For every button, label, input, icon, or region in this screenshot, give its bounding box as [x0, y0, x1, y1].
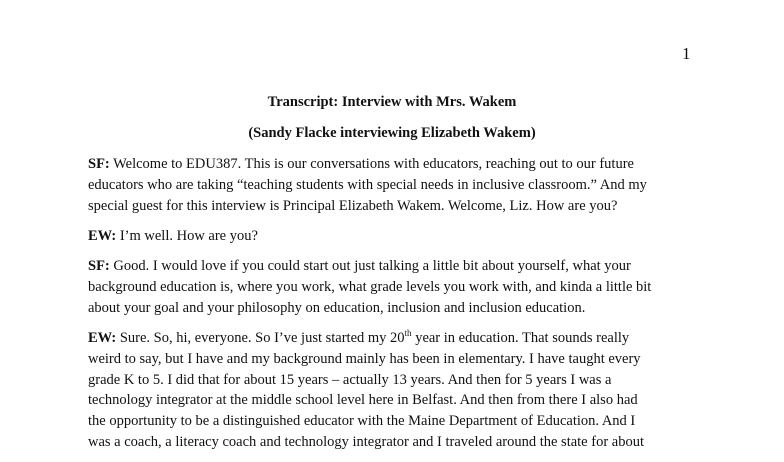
- transcript-paragraph-3: [88, 256, 728, 318]
- speaker-label: SF:: [88, 156, 110, 172]
- speaker-label: EW:: [88, 227, 117, 244]
- paragraph-line: about your goal and your philosophy on education, inclusion and inclusion education.: [88, 299, 586, 316]
- paragraph-line: educators who are taking “teaching students with special needs in inclusive classroom.” And my: [88, 176, 647, 193]
- transcript-body: [88, 154, 728, 462]
- transcript-paragraph-1: [88, 154, 728, 216]
- paragraph-line: the opportunity to be a distinguished educator with the Maine Department of Education. And I: [88, 413, 636, 430]
- speaker-label: SF:: [88, 258, 110, 275]
- transcript-paragraph-2: [88, 226, 728, 247]
- paragraph-line: background education is, where you work, what grade levels you work with, and kinda a little bit: [88, 278, 652, 295]
- paragraph-line: technology integrator at the middle school level here in Belfast. And then from there I also had: [88, 392, 638, 409]
- document-subtitle: (Sandy Flacke interviewing Elizabeth Wakem): [248, 125, 536, 141]
- document-title: Transcript: Interview with Mrs. Wakem: [267, 94, 517, 110]
- paragraph-line: I’m well. How are you?: [119, 227, 258, 244]
- speaker-label: EW:: [88, 330, 117, 347]
- ordinal-superscript: th: [404, 328, 412, 339]
- transcript-paragraph-4: [88, 328, 728, 453]
- paragraph-line: was a coach, a literacy coach and technology integrator and I traveled around the state for about: [88, 434, 644, 451]
- paragraph-line: special guest for this interview is Principal Elizabeth Wakem. Welcome, Liz. How are you?: [88, 197, 618, 214]
- page-number: 1: [682, 44, 691, 63]
- paragraph-line: weird to say, but I have and my background mainly has been in elementary. I have taught every: [88, 350, 641, 367]
- paragraph-line: Good. I would love if you could start out just talking a little bit about yourself, what your: [113, 258, 631, 275]
- paragraph-line: grade K to 5. I did that for about 15 years – actually 13 years. And then for 5 years I was a: [88, 371, 612, 388]
- paragraph-line: Welcome to EDU387. This is our conversations with educators, reaching out to our future: [113, 156, 634, 172]
- paragraph-line: year in education. That sounds really: [411, 330, 630, 347]
- paragraph-line: Sure. So, hi, everyone. So I’ve just started my 20: [119, 330, 405, 347]
